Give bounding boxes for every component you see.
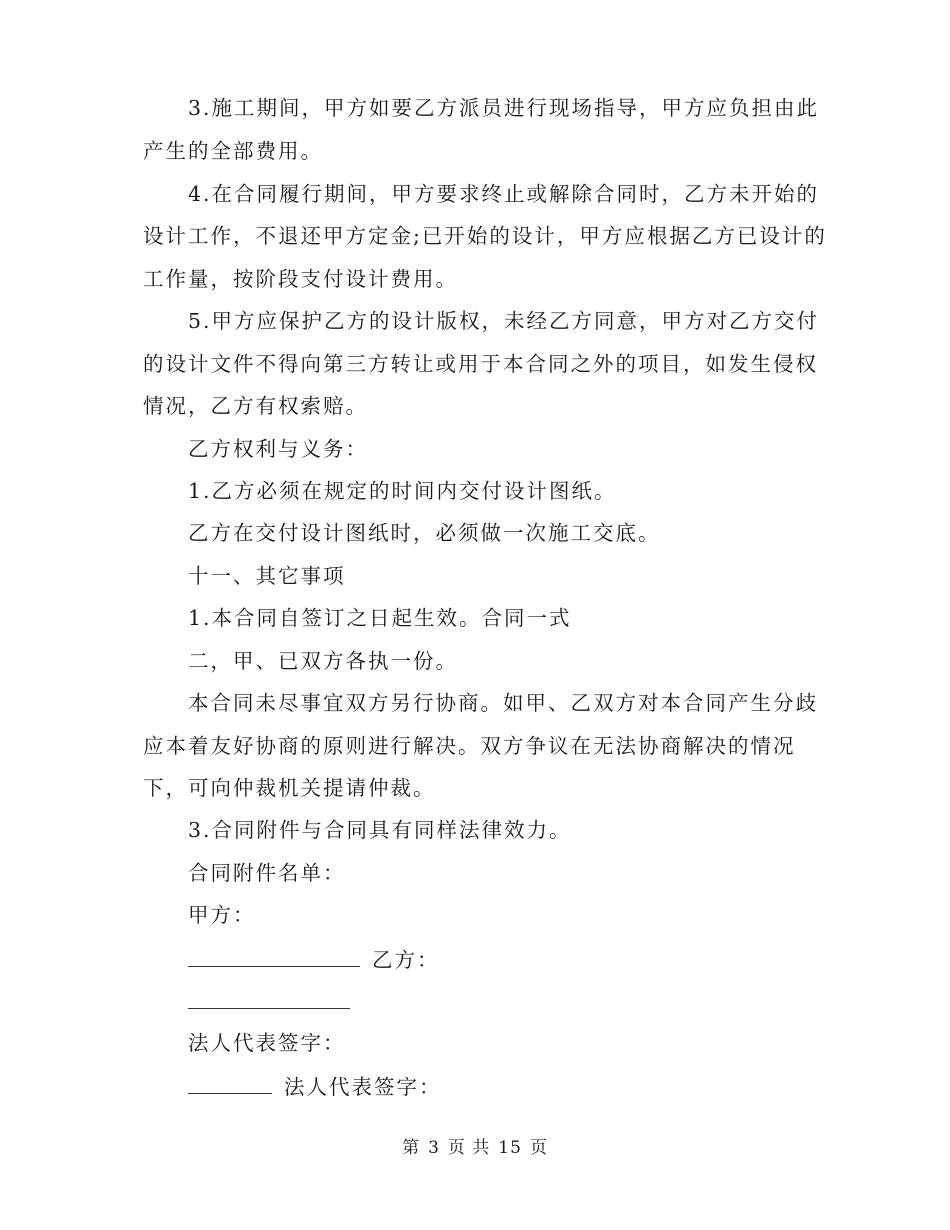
legal-rep-signature-label: 法人代表签字： (188, 1031, 346, 1055)
paragraph-line: 本合同未尽事宜双方另行协商。如甲、乙双方对本合同产生分歧 (188, 691, 818, 715)
party-b-label: 乙方： (372, 948, 440, 972)
page-footer (0, 1133, 950, 1158)
signature-row-party-b (188, 948, 440, 971)
paragraph-line: 工作量，按阶段支付设计费用。 (143, 267, 458, 291)
footer-mid: 页 共 (447, 1138, 491, 1158)
paragraph-line: 二，甲、已双方各执一份。 (188, 649, 458, 673)
paragraph-line: 应本着友好协商的原则进行解决。双方争议在无法协商解决的情况 (143, 734, 796, 758)
party-a-label: 甲方： (188, 903, 256, 927)
footer-suffix: 页 (529, 1138, 548, 1158)
paragraph-line: 合同附件名单： (188, 861, 346, 885)
signature-row-blank (188, 990, 362, 1013)
paragraph-line: 设计工作，不退还甲方定金;已开始的设计，甲方应根据乙方已设计的 (143, 224, 827, 248)
paragraph-line: 乙方在交付设计图纸时，必须做一次施工交底。 (188, 521, 661, 545)
paragraph-line: 下，可向仲裁机关提请仲裁。 (143, 776, 436, 800)
legal-rep-signature-label: 法人代表签字： (284, 1075, 442, 1099)
paragraph-line: 3.合同附件与合同具有同样法律效力。 (188, 818, 572, 842)
footer-prefix: 第 (402, 1138, 421, 1158)
section-heading: 十一、其它事项 (188, 564, 346, 588)
paragraph-line: 3.施工期间，甲方如要乙方派员进行现场指导，甲方应负担由此 (188, 96, 820, 120)
paragraph-line: 5.甲方应保护乙方的设计版权，未经乙方同意，甲方对乙方交付 (188, 309, 820, 333)
paragraph-line: 的设计文件不得向第三方转让或用于本合同之外的项目，如发生侵权 (143, 352, 818, 376)
section-heading: 乙方权利与义务： (188, 437, 368, 461)
signature-blank-line (188, 948, 360, 967)
paragraph-line: 产生的全部费用。 (143, 139, 323, 163)
paragraph-line: 1.本合同自签订之日起生效。合同一式 (188, 606, 572, 630)
paragraph-line: 4.在合同履行期间，甲方要求终止或解除合同时，乙方未开始的 (188, 182, 820, 206)
page-number: 3 (428, 1138, 440, 1158)
signature-blank-line (188, 1075, 272, 1094)
paragraph-line: 情况，乙方有权索赔。 (143, 394, 368, 418)
total-pages: 15 (498, 1138, 522, 1158)
signature-blank-line (188, 990, 350, 1009)
paragraph-line: 1.乙方必须在规定的时间内交付设计图纸。 (188, 479, 617, 503)
signature-row-legal-rep (188, 1075, 442, 1098)
